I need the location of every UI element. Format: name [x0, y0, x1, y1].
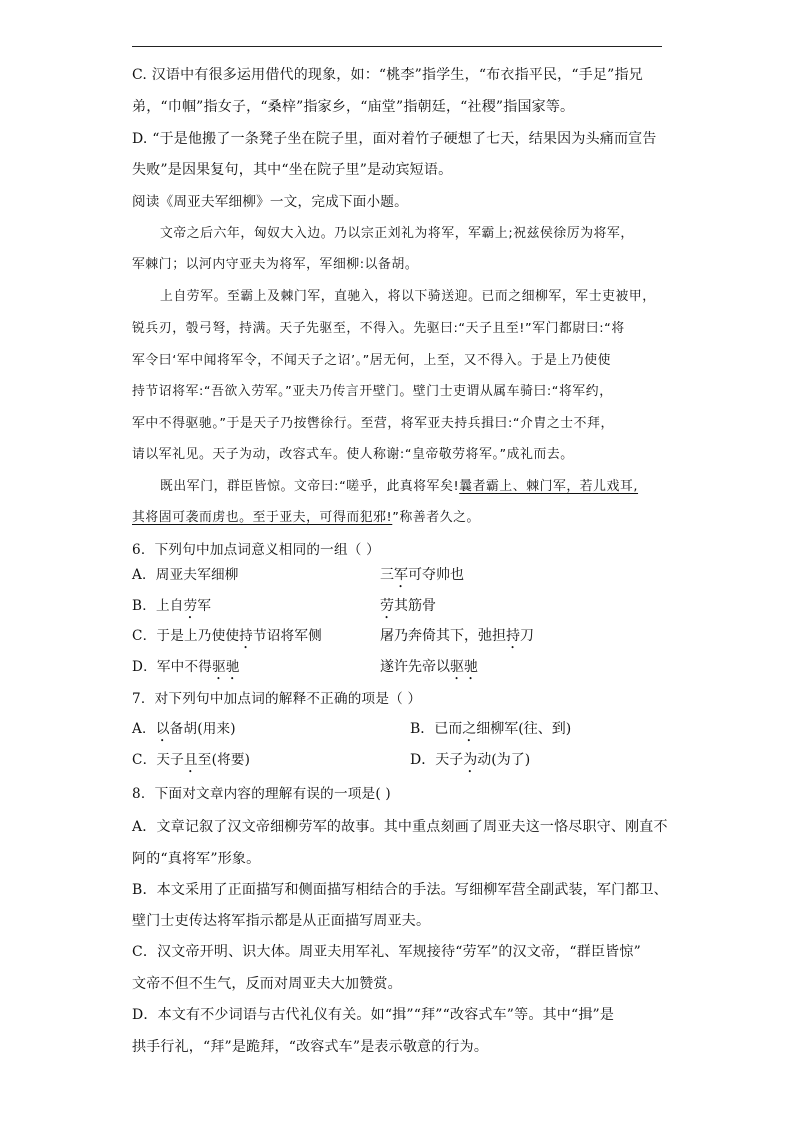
passage-p3-text: ”称善者久之。: [392, 510, 480, 525]
q7-option-a: [132, 720, 236, 745]
q6-a-dotted-word: 军: [394, 567, 408, 583]
q6-option-c-left: [132, 627, 322, 652]
q7-option-d: [410, 751, 530, 776]
q6-a-text: 可夺帅也: [408, 567, 464, 583]
q8-option-b-line2: 壁门士吏传达将军指示都是从正面描写周亚夫。: [132, 913, 431, 929]
q6-a-text: A．周亚夫军细柳: [132, 567, 239, 583]
q6-b-dotted-word: 劳: [380, 598, 394, 614]
q5-option-c-line2: 弟，“巾帼”指女子，“桑梓”指家乡，“庙堂”指朝廷，“社稷”指国家等。: [132, 99, 575, 115]
q6-c-text: 屠乃奔倚其下，弛担: [380, 628, 506, 644]
q6-c-dotted-word: 持: [506, 628, 520, 644]
q8-option-c-line1: C．汉文帝开明、识大体。周亚夫用军礼、军规接待“劳军”的汉文帝，“群臣皆惊”: [132, 944, 641, 960]
q8-option-c-line2: 文帝不但不生气，反而对周亚夫大加赞赏。: [132, 976, 402, 992]
passage-p2-line1: 上自劳军。至霸上及棘门军，直驰入，将以下骑送迎。已而之细柳军，军士吏被甲，: [160, 289, 656, 304]
q6-b-text: B．上自: [132, 598, 184, 614]
q7-d-text: D．天子: [410, 752, 464, 768]
q6-stem: 6．下列句中加点词意义相同的一组（ ）: [132, 542, 380, 558]
q6-option-a-right: [380, 566, 464, 591]
q7-option-b: [410, 720, 571, 745]
q7-a-text: A．: [132, 721, 156, 737]
q7-c-text: C．天子: [132, 752, 184, 768]
q7-a-dotted-word: 以: [155, 721, 170, 737]
q8-stem: 8．下面对文章内容的理解有误的一项是( ): [132, 786, 391, 802]
reading-intro: 阅读《周亚夫军细柳》一文，完成下面小题。: [132, 194, 408, 210]
q6-option-b-left: [132, 597, 211, 622]
q5-option-d-line1: D. “于是他搬了一条凳子坐在院子里，面对着竹子硬想了七天，结果因为头痛而宣告: [132, 131, 657, 147]
q8-option-d-line2: 拱手行礼，“拜”是跪拜，“改容式车”是表示敬意的行为。: [132, 1039, 489, 1055]
q5-option-d-line2: 失败”是因果复句，其中“坐在院子里”是动宾短语。: [132, 162, 453, 178]
q6-c-text: 节诏将军侧: [252, 628, 322, 644]
q6-c-text: C．于是上乃使使: [132, 628, 240, 644]
q6-b-dotted-word: 劳: [183, 598, 198, 614]
q6-d-text: D．军中不得: [132, 659, 213, 675]
q6-c-dotted-word: 持: [239, 628, 253, 644]
q6-d-dotted-word: 驱驰: [212, 659, 240, 675]
q6-option-d-right: [380, 658, 478, 683]
passage-p2-line3: 军令曰‘军中闻将军令，不闻天子之诏’。”居无何，上至，又不得入。于是上乃使使: [132, 353, 612, 368]
passage-p2-line2: 锐兵刃，彀弓弩，持满。天子先驱至，不得入。先驱曰:“天子且至!”军门都尉曰:“将: [132, 321, 625, 336]
q8-option-a-line1: A．文章记叙了汉文帝细柳劳军的故事。其中重点刻画了周亚夫这一恪尽职守、刚直不: [132, 819, 668, 835]
q7-stem: 7．对下列句中加点词的解释不正确的项是（ ）: [132, 691, 422, 707]
q6-a-text: 三: [380, 567, 394, 583]
q7-c-text: 至(将要): [197, 752, 251, 768]
q7-a-text: 备胡(用来): [169, 721, 236, 737]
q6-b-text: 军: [197, 598, 212, 614]
q7-d-text: 动(为了): [477, 752, 531, 768]
q5-option-c-line1: C. 汉语中有很多运用借代的现象，如：“桃李”指学生，“布衣指平民，“手足”指兄: [132, 67, 643, 83]
q7-b-text: B．已而: [410, 721, 463, 737]
q7-b-text: 细柳军(往、到): [476, 721, 572, 737]
q6-option-a-left: [132, 566, 239, 584]
q6-d-text: 遂许先帝以: [380, 659, 450, 675]
q6-option-d-left: [132, 658, 240, 683]
passage-p2-line4: 持节诏将军:“吾欲入劳军。”亚夫乃传言开壁门。壁门士吏谓从属车骑曰:“将军约，: [132, 384, 613, 399]
passage-p3-text: 既出军门，群臣皆惊。文帝曰:“嗟乎，此真将军矣!: [160, 479, 460, 494]
q6-b-text: 其筋骨: [394, 598, 436, 614]
q6-option-c-right: [380, 627, 534, 652]
q8-option-a-line2: 阿的“真将军”形象。: [132, 851, 261, 867]
q7-d-dotted-word: 为: [463, 752, 478, 768]
q7-c-dotted-word: 且: [183, 752, 198, 768]
passage-p3-line1: [160, 478, 638, 496]
q7-b-dotted-word: 之: [462, 721, 477, 737]
passage-p3-underlined: 其将固可袭而虏也。至于亚夫，可得而犯邪!: [132, 510, 393, 525]
q7-option-c: [132, 751, 250, 776]
q8-option-b-line1: B．本文采用了正面描写和侧面描写相结合的手法。写细柳军营全副武装，军门都卫、: [132, 882, 668, 898]
passage-p2-line6: 请以军礼见。天子为动，改容式车。使人称谢:“皇帝敬劳将军。”成礼而去。: [132, 447, 574, 462]
passage-p3-line2: [132, 509, 480, 527]
q6-d-dotted-word: 驱驰: [450, 659, 478, 675]
passage-p1-line2: 军棘门；以河内守亚夫为将军，军细柳:以备胡。: [132, 257, 419, 272]
header-rule: [132, 46, 662, 47]
q6-c-text: 刀: [520, 628, 534, 644]
q8-option-d-line1: D．本文有不少词语与古代礼仪有关。如“揖”“拜”“改容式车”等。其中“揖”是: [132, 1007, 615, 1023]
passage-p3-underlined: 曩者霸上、棘门军，若儿戏耳,: [459, 479, 639, 494]
passage-p1-line1: 文帝之后六年，匈奴大入边。乃以宗正刘礼为将军，军霸上;祝兹侯徐厉为将军，: [160, 226, 634, 241]
q6-option-b-right: [380, 597, 436, 622]
passage-p2-line5: 军中不得驱驰。”于是天子乃按辔徐行。至营，将军亚夫持兵揖曰:“介胄之士不拜，: [132, 416, 614, 431]
